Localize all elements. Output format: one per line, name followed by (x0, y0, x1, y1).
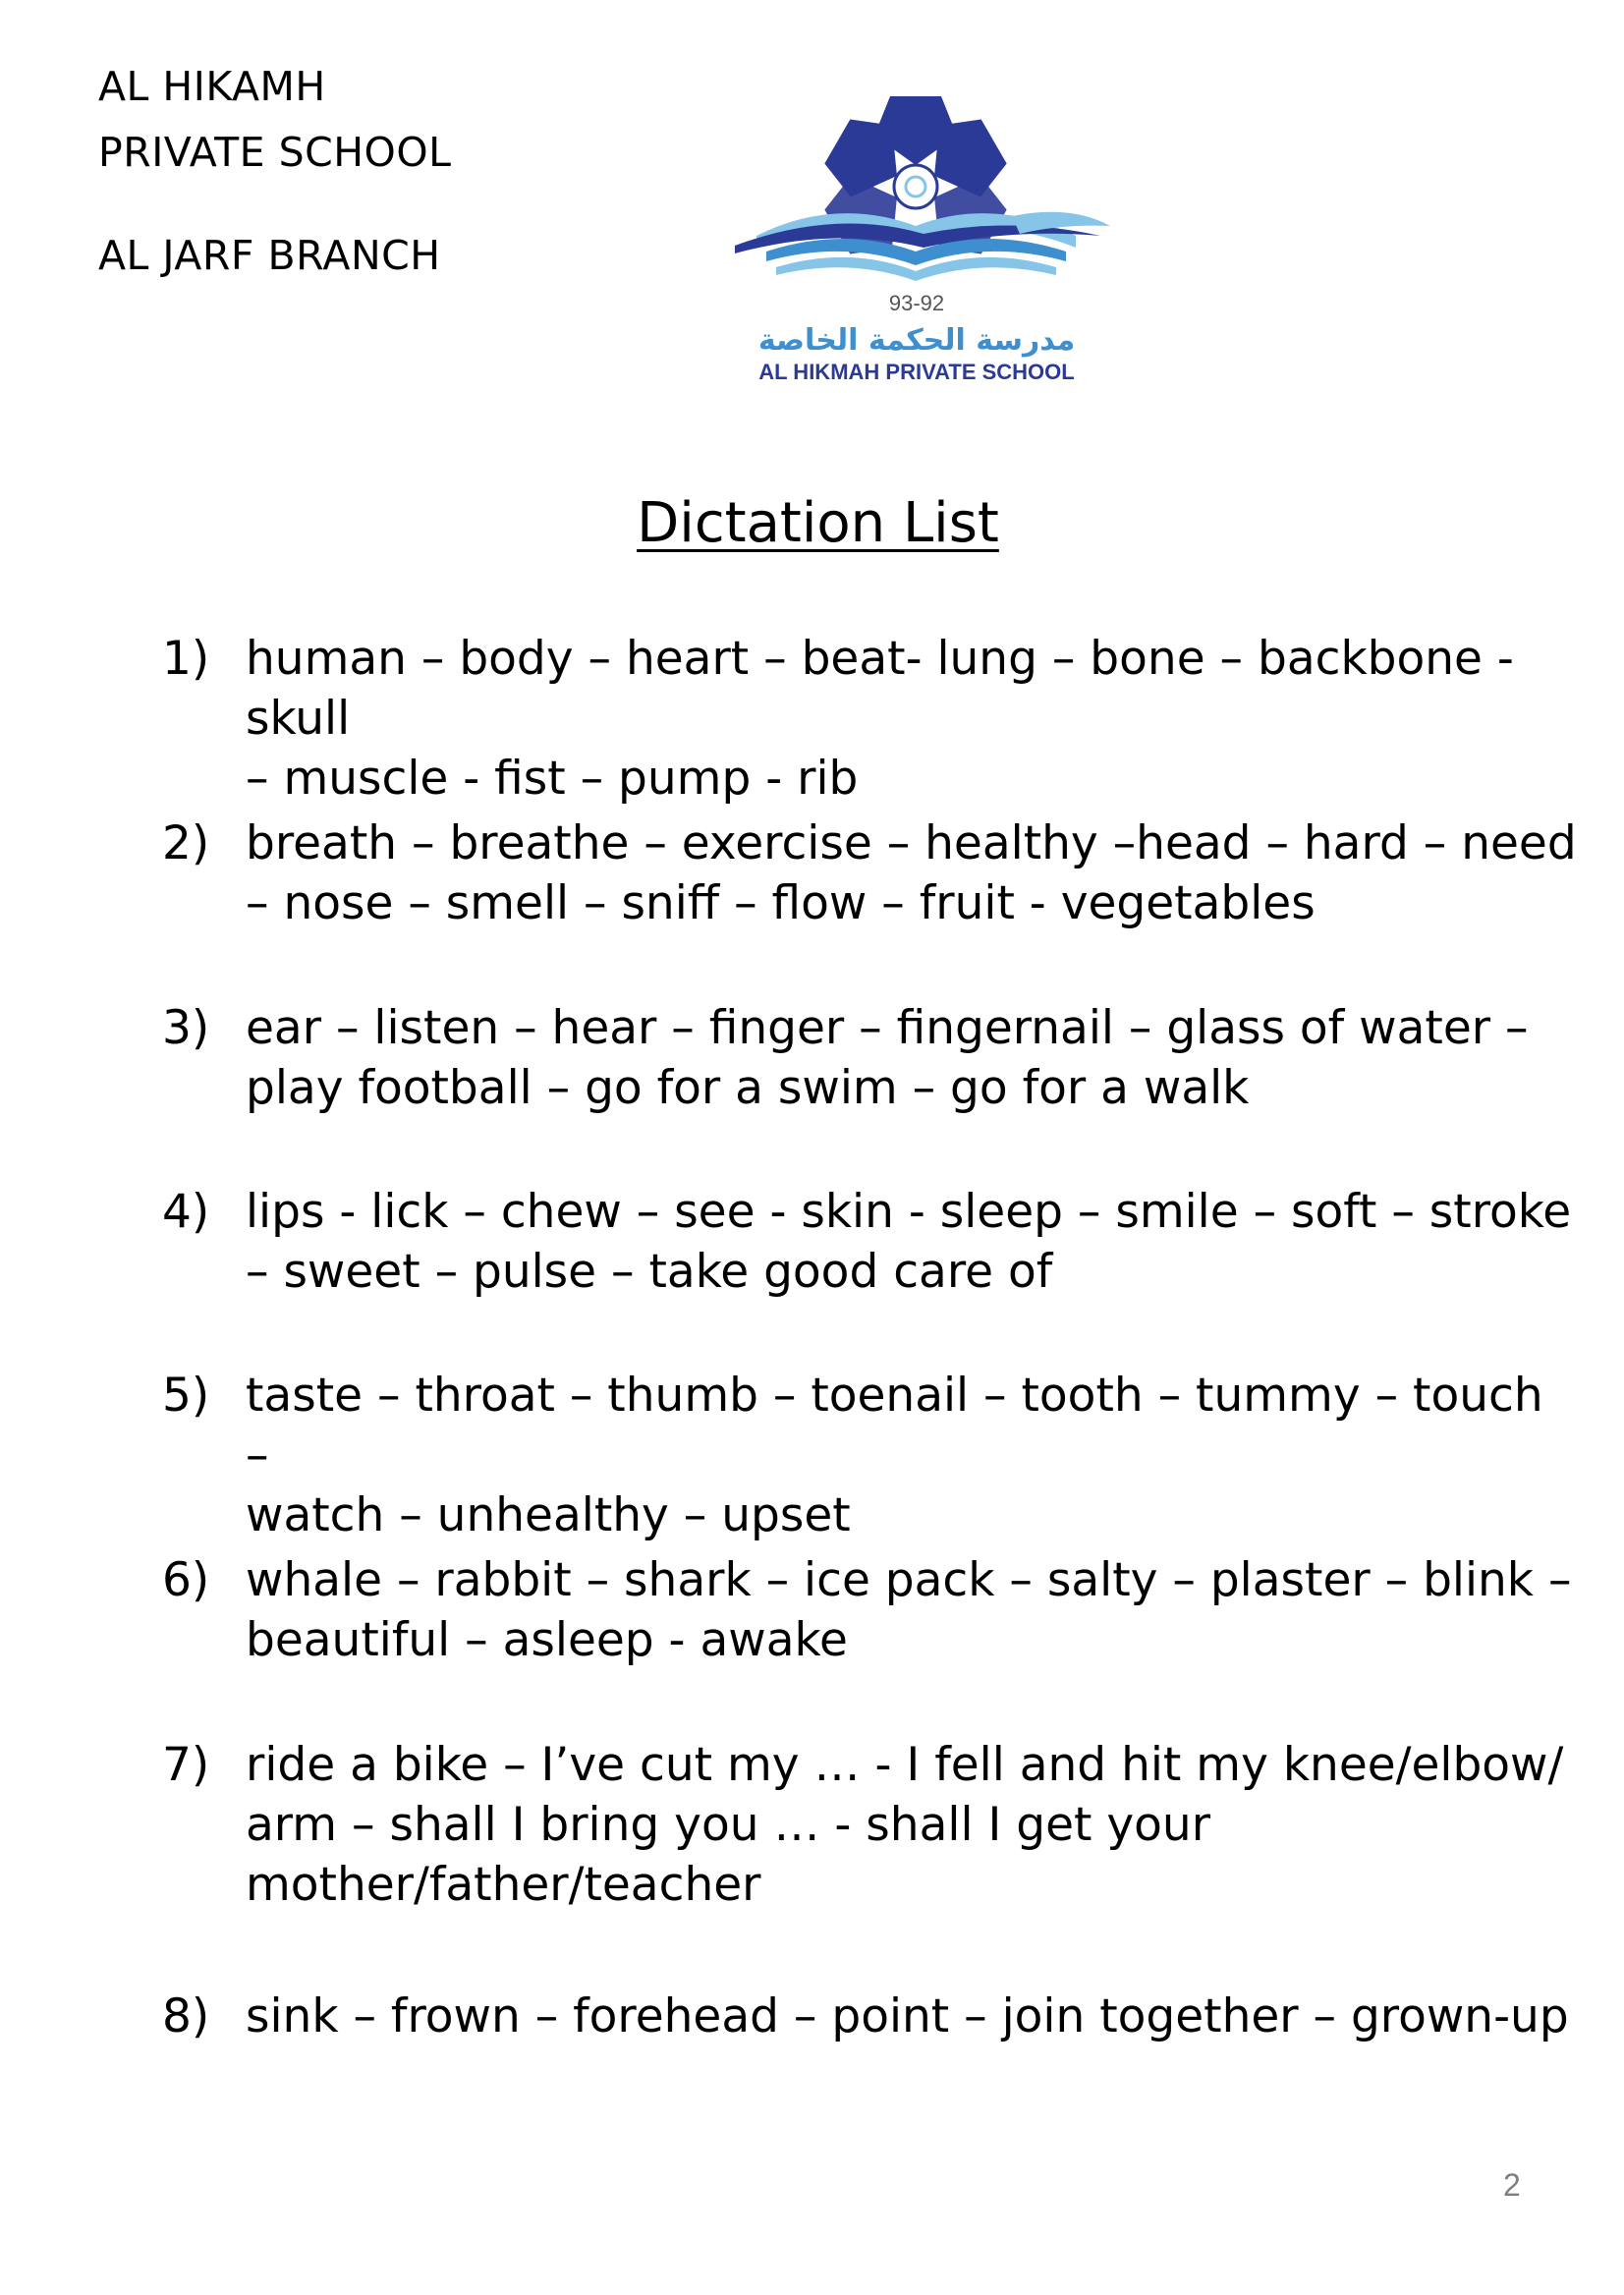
list-item-number: 6) (162, 1553, 210, 1607)
page-title: Dictation List (637, 491, 999, 555)
list-item-text: taste – throat – thumb – toenail – tooth – tummy – touch – watch – unhealthy – upset (246, 1369, 1543, 1542)
list-item-number: 2) (162, 816, 210, 870)
list-item-text: ride a bike – I’ve cut my … - I fell and hit my knee/elbow/ arm – shall I bring you … - shall I get your mother/father/teacher (246, 1738, 1564, 1912)
list-item-text: human – body – heart – beat- lung – bone – backbone - skull – muscle - fist – pump - rib (246, 632, 1514, 806)
page-number: 2 (1503, 2167, 1521, 2203)
list-item-text: sink – frown – forehead – point – join together – grown-up (246, 1989, 1569, 2043)
school-name-line1: AL HIKAMH (98, 63, 326, 110)
open-book-icon (735, 212, 1110, 281)
list-item-number: 4) (162, 1185, 210, 1239)
logo-english-name: AL HIKMAH PRIVATE SCHOOL (758, 360, 1075, 384)
list-item-number: 1) (162, 632, 210, 686)
logo-arabic-name: مدرسة الحكمة الخاصة (757, 323, 1076, 358)
list-item-text: lips - lick – chew – see - skin - sleep – smile – soft – stroke – sweet – pulse – take good care of (246, 1185, 1572, 1299)
school-logo (688, 79, 1149, 393)
list-item-text: whale – rabbit – shark – ice pack – salty – plaster – blink – beautiful – asleep - awake (246, 1553, 1572, 1667)
list-item-text: breath – breathe – exercise – healthy –head – hard – need – nose – smell – sniff – flow – fruit - vegetables (246, 816, 1577, 930)
list-item-number: 5) (162, 1369, 210, 1423)
school-logo-graphic (688, 79, 1149, 393)
school-name-line2: PRIVATE SCHOOL (98, 129, 452, 176)
logo-number: 93-92 (888, 291, 945, 315)
list-item-number: 7) (162, 1738, 210, 1792)
list-item-number: 8) (162, 1989, 210, 2043)
list-item-number: 3) (162, 1001, 210, 1055)
branch-name: AL JARF BRANCH (98, 232, 441, 279)
list-item-text: ear – listen – hear – finger – fingernail – glass of water – play football – go for a swim – go for a walk (246, 1001, 1529, 1115)
